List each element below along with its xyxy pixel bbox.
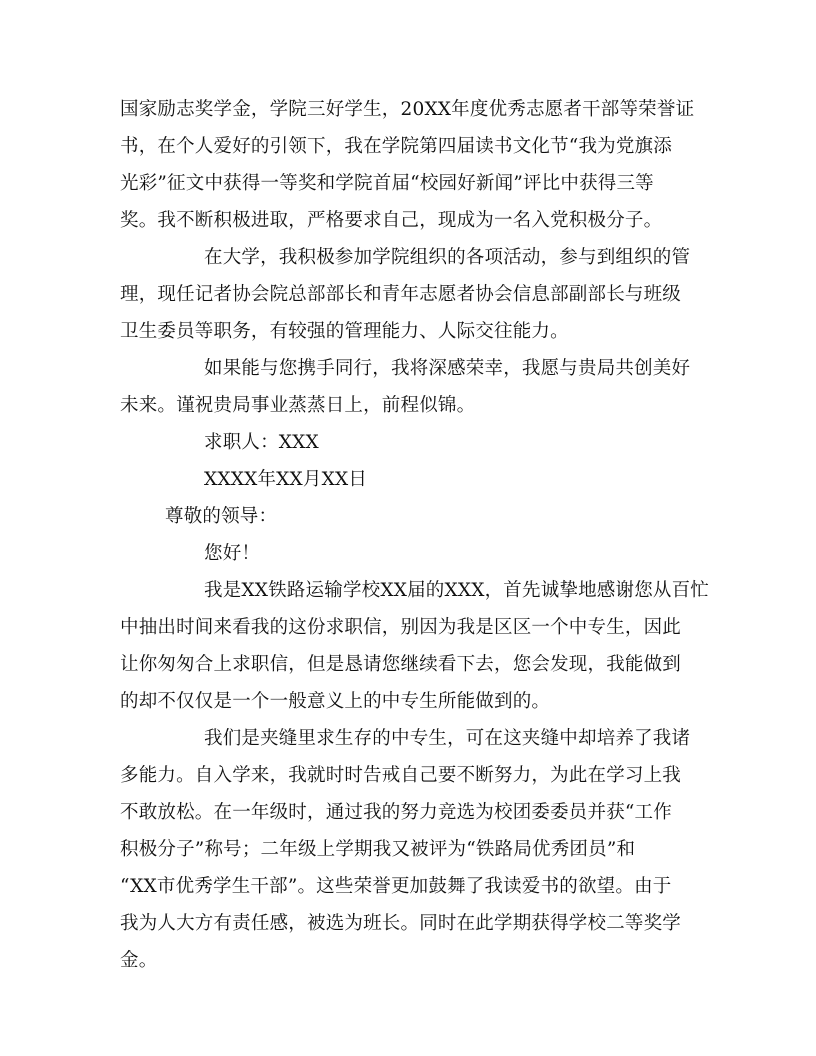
paragraph-line: 国家励志奖学金，学院三好学生，20XX年度优秀志愿者干部等荣誉证 xyxy=(120,99,695,120)
paragraph-line: “XX市优秀学生干部”。这些荣誉更加鼓舞了我读爱书的欲望。由于 xyxy=(120,876,672,897)
paragraph-line: 在大学，我积极参加学院组织的各项活动，参与到组织的管 xyxy=(204,247,691,268)
signature-date: XXXX年XX月XX日 xyxy=(204,469,368,490)
paragraph-line: 理，现任记者协会院总部部长和青年志愿者协会信息部副部长与班级 xyxy=(120,284,682,305)
paragraph-line: 不敢放松。在一年级时，通过我的努力竞选为校团委委员并获“工作 xyxy=(120,802,672,823)
greeting: 您好！ xyxy=(204,543,261,564)
paragraph-line: 我们是夹缝里求生存的中专生，可在这夹缝中却培养了我诸 xyxy=(204,728,691,749)
paragraph-line: 光彩”征文中获得一等奖和学院首届“校园好新闻”评比中获得三等 xyxy=(120,173,654,194)
paragraph-line: 多能力。自入学来，我就时时告戒自己要不断努力，为此在学习上我 xyxy=(120,765,682,786)
paragraph-line: 奖。我不断积极进取，严格要求自己，现成为一名入党积极分子。 xyxy=(120,210,663,231)
paragraph-line: 金。 xyxy=(120,950,158,971)
signature-applicant: 求职人：XXX xyxy=(204,432,319,453)
paragraph-line: 如果能与您携手同行，我将深感荣幸，我愿与贵局共创美好 xyxy=(204,358,691,379)
paragraph-line: 卫生委员等职务，有较强的管理能力、人际交往能力。 xyxy=(120,321,569,342)
paragraph-line: 书，在个人爱好的引领下，我在学院第四届读书文化节“我为党旗添 xyxy=(120,136,672,157)
paragraph-line: 积极分子”称号；二年级上学期我又被评为“铁路局优秀团员”和 xyxy=(120,839,636,860)
salutation: 尊敬的领导： xyxy=(165,506,278,527)
paragraph-line: 我为人大方有责任感，被选为班长。同时在此学期获得学校二等奖学 xyxy=(120,913,682,934)
paragraph-line: 让你匆匆合上求职信，但是恳请您继续看下去，您会发现，我能做到 xyxy=(120,654,682,675)
paragraph-line: 未来。谨祝贵局事业蒸蒸日上，前程似锦。 xyxy=(120,395,476,416)
paragraph-line: 我是XX铁路运输学校XX届的XXX，首先诚挚地感谢您从百忙 xyxy=(204,580,709,601)
paragraph-line: 中抽出时间来看我的这份求职信，别因为我是区区一个中专生，因此 xyxy=(120,617,682,638)
paragraph-line: 的却不仅仅是一个一般意义上的中专生所能做到的。 xyxy=(120,691,551,712)
